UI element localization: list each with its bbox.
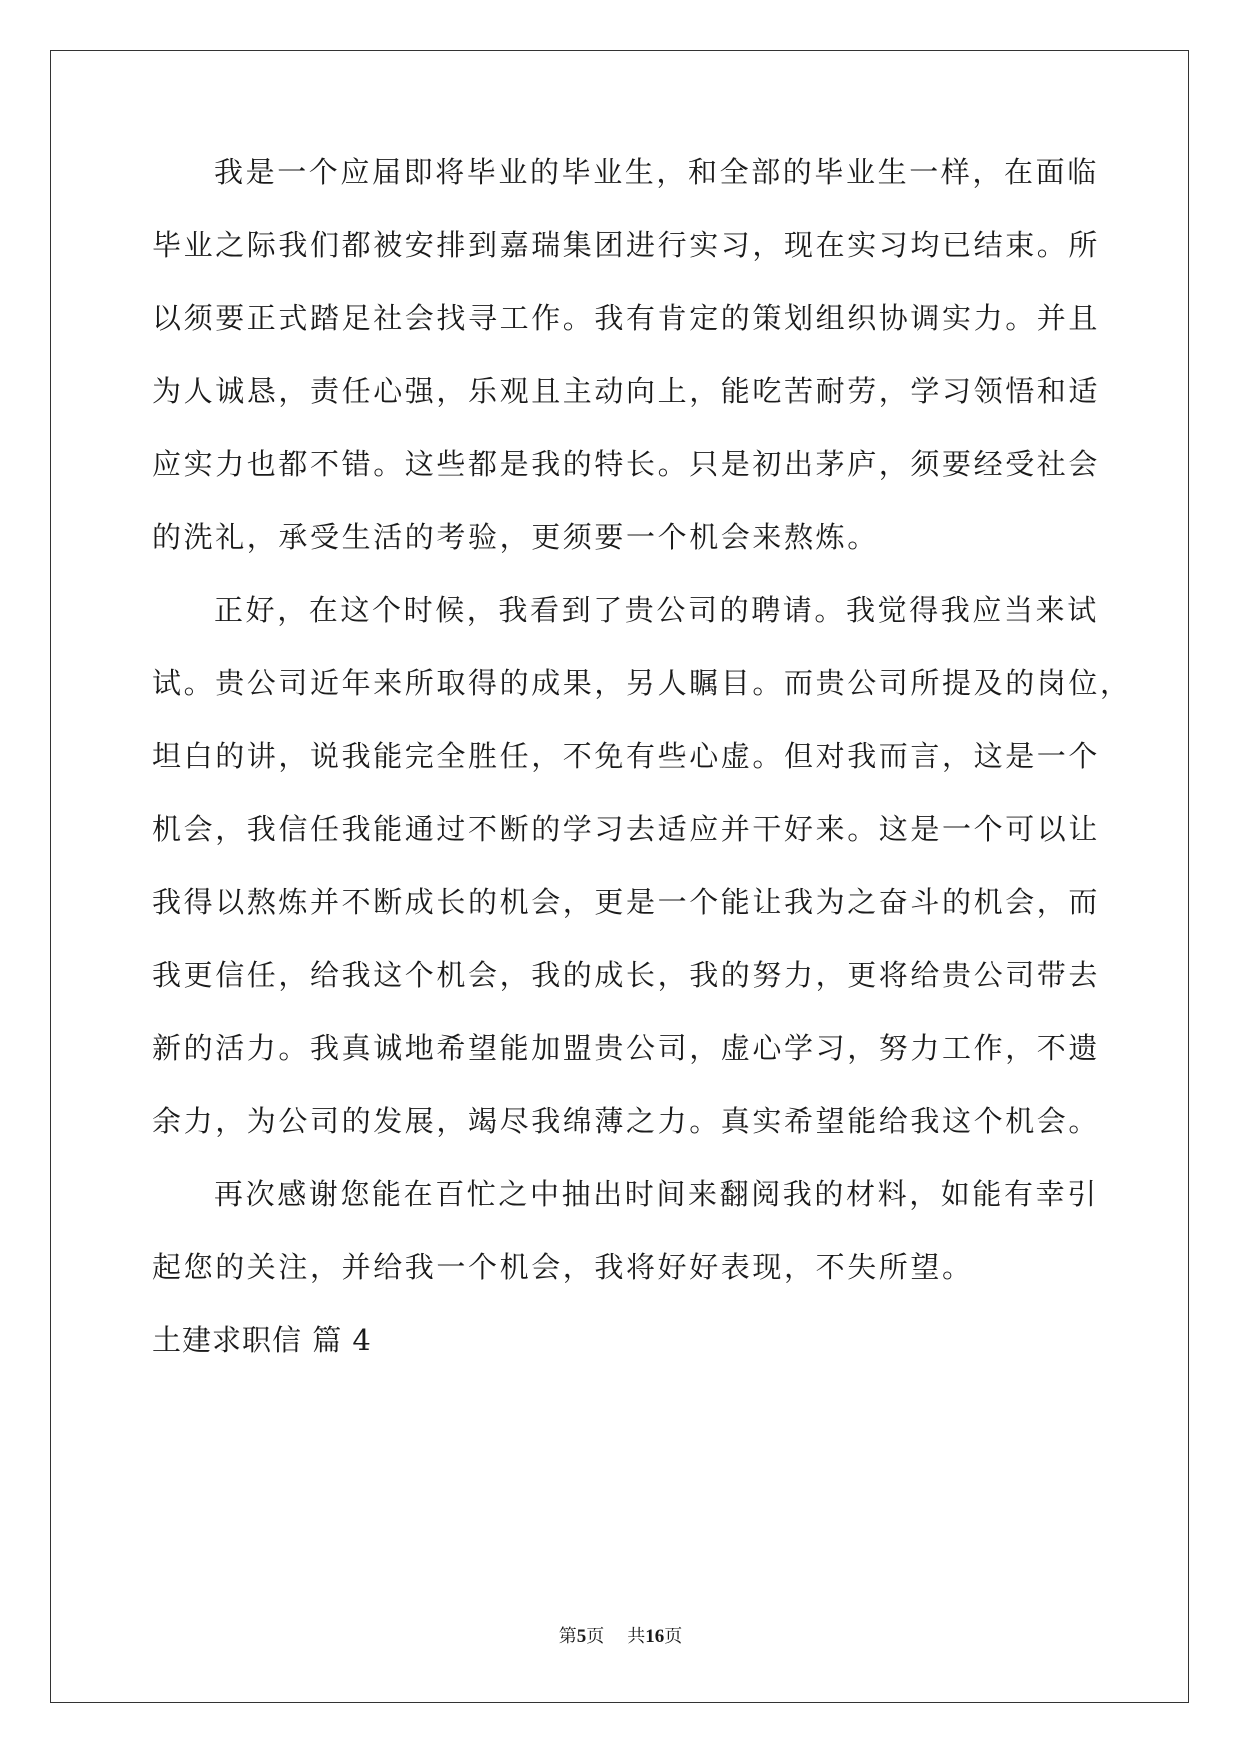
- paragraph-2-line-4: 机会，我信任我能通过不断的学习去适应并干好来。这是一个可以让: [152, 812, 1101, 846]
- footer-total-suffix: 页: [664, 1626, 683, 1647]
- paragraph-2-line-2: 试。贵公司近年来所取得的成果，另人瞩目。而贵公司所提及的岗位，: [152, 666, 1132, 700]
- paragraph-2-line-1: 正好，在这个时候，我看到了贵公司的聘请。我觉得我应当来试: [214, 593, 1099, 627]
- paragraph-2-line-3: 坦白的讲，说我能完全胜任，不免有些心虚。但对我而言，这是一个: [152, 739, 1101, 773]
- page-footer: [0, 1625, 1241, 1649]
- paragraph-2-line-5: 我得以熬炼并不断成长的机会，更是一个能让我为之奋斗的机会，而: [152, 885, 1101, 919]
- paragraph-2-line-8: 余力，为公司的发展，竭尽我绵薄之力。真实希望能给我这个机会。: [152, 1104, 1101, 1138]
- current-page-number: 5: [576, 1626, 587, 1647]
- paragraph-1-line-4: 为人诚恳，责任心强，乐观且主动向上，能吃苦耐劳，学习领悟和适: [152, 374, 1101, 408]
- paragraph-1-line-1: 我是一个应届即将毕业的毕业生，和全部的毕业生一样，在面临: [214, 155, 1099, 189]
- paragraph-2-line-7: 新的活力。我真诚地希望能加盟贵公司，虚心学习，努力工作，不遗: [152, 1031, 1101, 1065]
- total-page-number: 16: [645, 1626, 665, 1647]
- paragraph-1-line-3: 以须要正式踏足社会找寻工作。我有肯定的策划组织协调实力。并且: [152, 301, 1101, 335]
- paragraph-2-line-6: 我更信任，给我这个机会，我的成长，我的努力，更将给贵公司带去: [152, 958, 1101, 992]
- paragraph-3-line-2: 起您的关注，并给我一个机会，我将好好表现，不失所望。: [152, 1250, 974, 1284]
- paragraph-1-line-2: 毕业之际我们都被安排到嘉瑞集团进行实习，现在实习均已结束。所: [152, 228, 1101, 262]
- paragraph-3-line-1: 再次感谢您能在百忙之中抽出时间来翻阅我的材料，如能有幸引: [214, 1177, 1099, 1211]
- footer-prefix: 第: [558, 1626, 577, 1647]
- section-heading: 土建求职信 篇 4: [152, 1323, 372, 1357]
- footer-total-prefix: 共: [627, 1626, 646, 1647]
- footer-page-suffix: 页: [586, 1626, 605, 1647]
- paragraph-1-line-6: 的洗礼，承受生活的考验，更须要一个机会来熬炼。: [152, 520, 879, 554]
- paragraph-1-line-5: 应实力也都不错。这些都是我的特长。只是初出茅庐，须要经受社会: [152, 447, 1101, 481]
